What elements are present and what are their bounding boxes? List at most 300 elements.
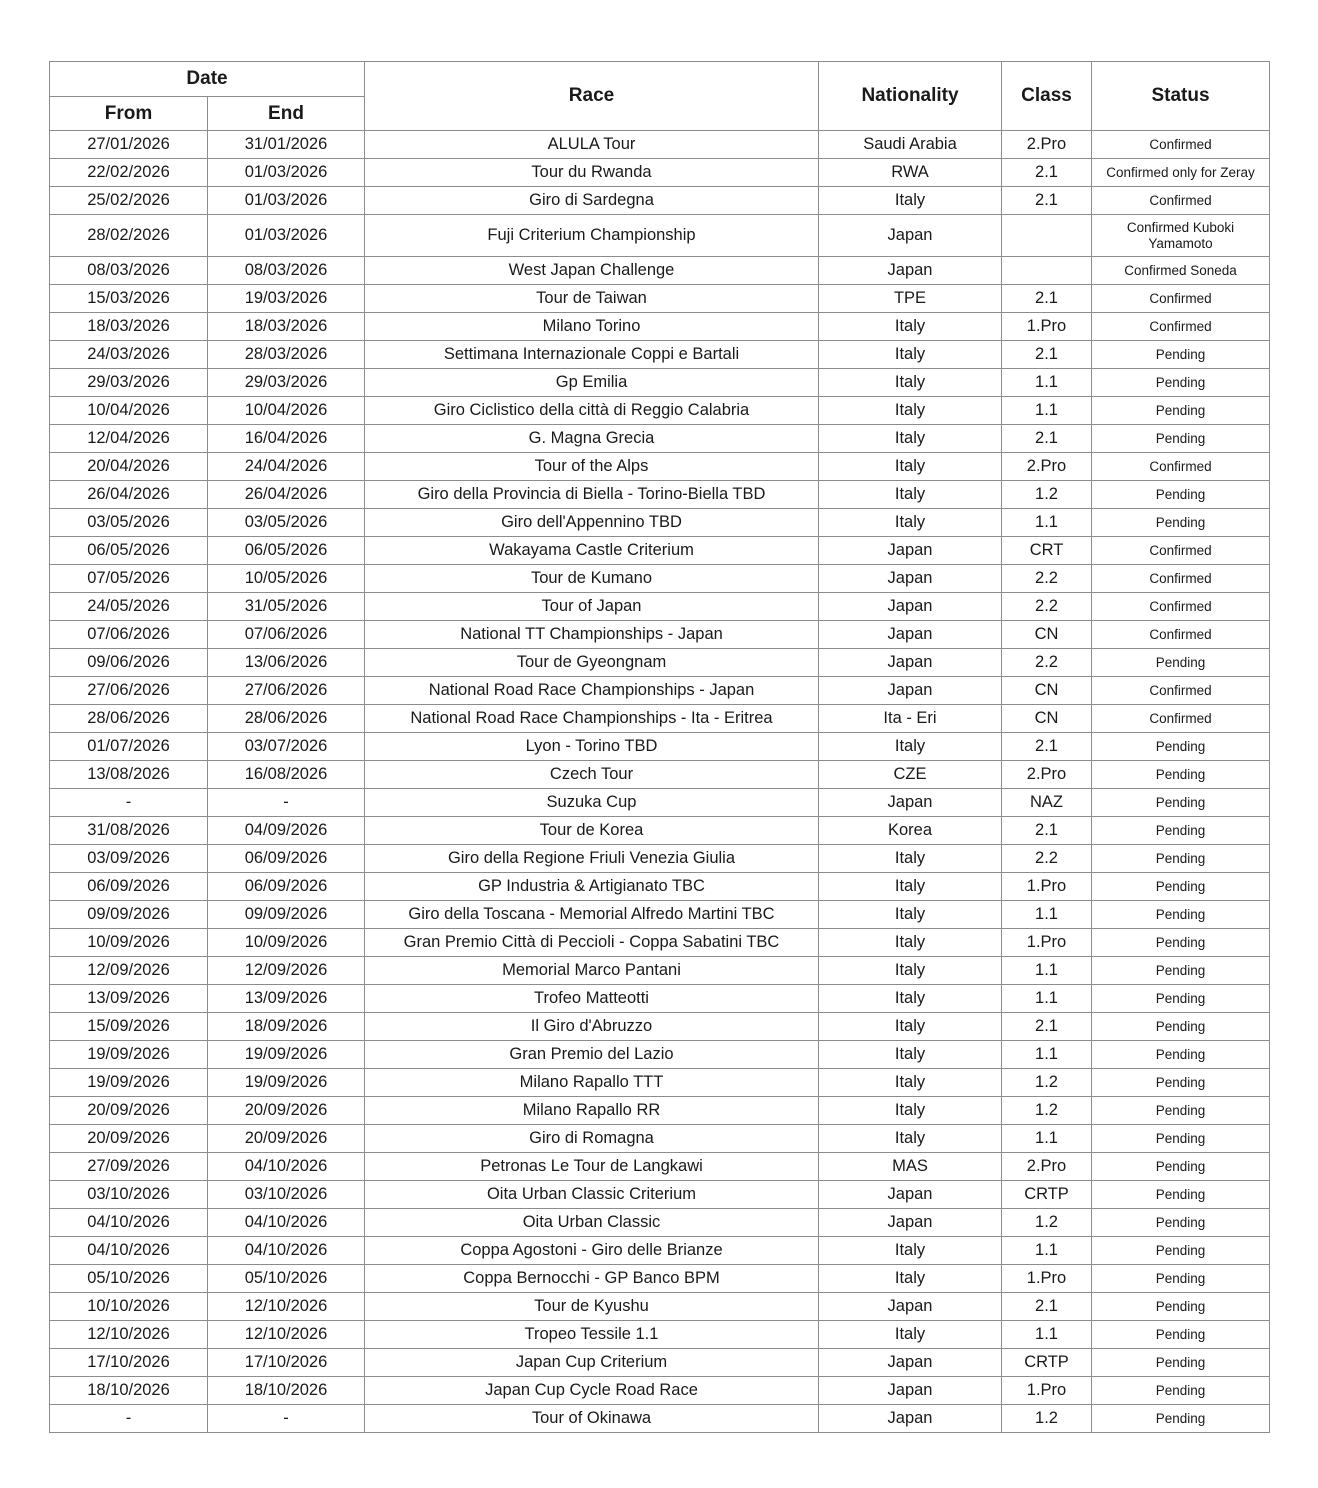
cell-status: Pending xyxy=(1092,509,1270,537)
cell-status: Pending xyxy=(1092,817,1270,845)
cell-from: 04/10/2026 xyxy=(50,1209,208,1237)
table-header xyxy=(50,62,1270,131)
cell-nationality: Italy xyxy=(819,1237,1002,1265)
cell-status: Confirmed xyxy=(1092,593,1270,621)
cell-nationality: Italy xyxy=(819,509,1002,537)
cell-race: Tour of the Alps xyxy=(365,453,819,481)
cell-race: National TT Championships - Japan xyxy=(365,621,819,649)
cell-class: 1.2 xyxy=(1002,1209,1092,1237)
cell-status: Pending xyxy=(1092,845,1270,873)
table-row xyxy=(50,677,1270,705)
cell-class xyxy=(1002,215,1092,257)
cell-nationality: Italy xyxy=(819,397,1002,425)
cell-from: 07/05/2026 xyxy=(50,565,208,593)
cell-from: 29/03/2026 xyxy=(50,369,208,397)
cell-end: 18/09/2026 xyxy=(208,1013,365,1041)
cell-from: 06/09/2026 xyxy=(50,873,208,901)
cell-class: 1.Pro xyxy=(1002,929,1092,957)
cell-from: 25/02/2026 xyxy=(50,187,208,215)
table-row xyxy=(50,1377,1270,1405)
cell-status: Pending xyxy=(1092,761,1270,789)
cell-race: Tour de Taiwan xyxy=(365,285,819,313)
cell-nationality: Japan xyxy=(819,1377,1002,1405)
cell-from: 13/09/2026 xyxy=(50,985,208,1013)
cell-nationality: Japan xyxy=(819,649,1002,677)
cell-status: Pending xyxy=(1092,1377,1270,1405)
cell-class xyxy=(1002,257,1092,285)
cell-race: Il Giro d'Abruzzo xyxy=(365,1013,819,1041)
cell-class: 1.2 xyxy=(1002,481,1092,509)
cell-from: 01/07/2026 xyxy=(50,733,208,761)
cell-status: Pending xyxy=(1092,1265,1270,1293)
cell-class: 1.Pro xyxy=(1002,313,1092,341)
table-row xyxy=(50,1237,1270,1265)
cell-race: Czech Tour xyxy=(365,761,819,789)
cell-from: 26/04/2026 xyxy=(50,481,208,509)
cell-nationality: Italy xyxy=(819,957,1002,985)
cell-race: Milano Torino xyxy=(365,313,819,341)
cell-nationality: Japan xyxy=(819,537,1002,565)
cell-class: 2.1 xyxy=(1002,817,1092,845)
cell-status: Pending xyxy=(1092,1153,1270,1181)
cell-end: 31/01/2026 xyxy=(208,131,365,159)
cell-class: 1.1 xyxy=(1002,1237,1092,1265)
cell-status: Confirmed xyxy=(1092,453,1270,481)
cell-end: 16/04/2026 xyxy=(208,425,365,453)
table-row xyxy=(50,397,1270,425)
cell-end: 27/06/2026 xyxy=(208,677,365,705)
cell-class: CRTP xyxy=(1002,1181,1092,1209)
cell-status: Pending xyxy=(1092,789,1270,817)
cell-status: Pending xyxy=(1092,481,1270,509)
cell-class: 2.2 xyxy=(1002,593,1092,621)
cell-race: Giro dell'Appennino TBD xyxy=(365,509,819,537)
cell-end: 03/10/2026 xyxy=(208,1181,365,1209)
cell-end: 26/04/2026 xyxy=(208,481,365,509)
cell-status: Confirmed xyxy=(1092,565,1270,593)
cell-nationality: Japan xyxy=(819,677,1002,705)
cell-class: CN xyxy=(1002,621,1092,649)
cell-race: ALULA Tour xyxy=(365,131,819,159)
cell-status: Pending xyxy=(1092,1097,1270,1125)
cell-from: 27/01/2026 xyxy=(50,131,208,159)
cell-class: 2.1 xyxy=(1002,285,1092,313)
cell-end: 10/04/2026 xyxy=(208,397,365,425)
cell-from: 04/10/2026 xyxy=(50,1237,208,1265)
cell-end: 01/03/2026 xyxy=(208,159,365,187)
cell-from: 15/09/2026 xyxy=(50,1013,208,1041)
cell-from: 09/06/2026 xyxy=(50,649,208,677)
cell-from: 03/05/2026 xyxy=(50,509,208,537)
cell-race: Japan Cup Criterium xyxy=(365,1349,819,1377)
table-row xyxy=(50,537,1270,565)
table-row xyxy=(50,845,1270,873)
cell-nationality: Japan xyxy=(819,257,1002,285)
cell-race: Coppa Bernocchi - GP Banco BPM xyxy=(365,1265,819,1293)
cell-end: - xyxy=(208,789,365,817)
cell-status: Confirmed xyxy=(1092,677,1270,705)
cell-status: Pending xyxy=(1092,1041,1270,1069)
table-row xyxy=(50,159,1270,187)
header-date: Date xyxy=(50,62,365,97)
cell-nationality: Italy xyxy=(819,341,1002,369)
cell-race: Japan Cup Cycle Road Race xyxy=(365,1377,819,1405)
cell-from: 22/02/2026 xyxy=(50,159,208,187)
cell-nationality: Korea xyxy=(819,817,1002,845)
cell-end: 13/09/2026 xyxy=(208,985,365,1013)
table-row xyxy=(50,1293,1270,1321)
table-row xyxy=(50,313,1270,341)
cell-race: Tour of Japan xyxy=(365,593,819,621)
cell-status: Confirmed only for Zeray xyxy=(1092,159,1270,187)
cell-class: CN xyxy=(1002,677,1092,705)
cell-status: Confirmed Soneda xyxy=(1092,257,1270,285)
table-row xyxy=(50,131,1270,159)
cell-class: 1.1 xyxy=(1002,957,1092,985)
cell-class: 2.Pro xyxy=(1002,761,1092,789)
table-row xyxy=(50,705,1270,733)
cell-end: 03/07/2026 xyxy=(208,733,365,761)
cell-end: 09/09/2026 xyxy=(208,901,365,929)
cell-nationality: Italy xyxy=(819,1097,1002,1125)
table-row xyxy=(50,901,1270,929)
cell-end: 10/09/2026 xyxy=(208,929,365,957)
cell-end: 24/04/2026 xyxy=(208,453,365,481)
cell-class: 1.1 xyxy=(1002,901,1092,929)
cell-class: 1.2 xyxy=(1002,1069,1092,1097)
cell-end: 08/03/2026 xyxy=(208,257,365,285)
cell-class: 2.Pro xyxy=(1002,453,1092,481)
cell-from: 13/08/2026 xyxy=(50,761,208,789)
cell-nationality: Japan xyxy=(819,1405,1002,1433)
cell-class: 1.1 xyxy=(1002,985,1092,1013)
table-row xyxy=(50,1125,1270,1153)
cell-nationality: Italy xyxy=(819,1265,1002,1293)
cell-from: 07/06/2026 xyxy=(50,621,208,649)
header-from: From xyxy=(50,97,208,131)
table-row xyxy=(50,873,1270,901)
table-row xyxy=(50,761,1270,789)
cell-race: Tour of Okinawa xyxy=(365,1405,819,1433)
cell-race: Tour de Kyushu xyxy=(365,1293,819,1321)
cell-class: 1.Pro xyxy=(1002,1265,1092,1293)
cell-end: 20/09/2026 xyxy=(208,1097,365,1125)
cell-end: 12/10/2026 xyxy=(208,1321,365,1349)
cell-race: Giro Ciclistico della città di Reggio Calabria xyxy=(365,397,819,425)
cell-from: 20/09/2026 xyxy=(50,1125,208,1153)
cell-nationality: Italy xyxy=(819,929,1002,957)
cell-status: Pending xyxy=(1092,1321,1270,1349)
cell-class: 1.1 xyxy=(1002,369,1092,397)
cell-nationality: Italy xyxy=(819,425,1002,453)
cell-nationality: Italy xyxy=(819,1125,1002,1153)
cell-nationality: Italy xyxy=(819,873,1002,901)
cell-from: 15/03/2026 xyxy=(50,285,208,313)
cell-from: 10/10/2026 xyxy=(50,1293,208,1321)
cell-nationality: Italy xyxy=(819,187,1002,215)
cell-status: Confirmed xyxy=(1092,313,1270,341)
cell-race: G. Magna Grecia xyxy=(365,425,819,453)
cell-class: CN xyxy=(1002,705,1092,733)
header-class: Class xyxy=(1002,62,1092,131)
cell-end: 18/03/2026 xyxy=(208,313,365,341)
cell-status: Pending xyxy=(1092,649,1270,677)
cell-end: 28/06/2026 xyxy=(208,705,365,733)
cell-from: 24/03/2026 xyxy=(50,341,208,369)
cell-class: 2.1 xyxy=(1002,159,1092,187)
cell-nationality: Ita - Eri xyxy=(819,705,1002,733)
table-row xyxy=(50,257,1270,285)
cell-class: 1.1 xyxy=(1002,1321,1092,1349)
cell-status: Pending xyxy=(1092,1125,1270,1153)
table-row xyxy=(50,1321,1270,1349)
table-row xyxy=(50,1181,1270,1209)
cell-class: 1.1 xyxy=(1002,397,1092,425)
table-row xyxy=(50,621,1270,649)
table-row xyxy=(50,481,1270,509)
cell-end: 12/10/2026 xyxy=(208,1293,365,1321)
cell-race: Wakayama Castle Criterium xyxy=(365,537,819,565)
race-calendar-table xyxy=(49,61,1270,1433)
cell-end: 01/03/2026 xyxy=(208,187,365,215)
cell-nationality: Italy xyxy=(819,1041,1002,1069)
cell-nationality: MAS xyxy=(819,1153,1002,1181)
cell-status: Pending xyxy=(1092,369,1270,397)
table-row xyxy=(50,817,1270,845)
cell-race: Tour du Rwanda xyxy=(365,159,819,187)
cell-race: Settimana Internazionale Coppi e Bartali xyxy=(365,341,819,369)
cell-race: Giro della Regione Friuli Venezia Giulia xyxy=(365,845,819,873)
cell-from: 28/02/2026 xyxy=(50,215,208,257)
cell-from: 17/10/2026 xyxy=(50,1349,208,1377)
table-row xyxy=(50,733,1270,761)
table-row xyxy=(50,1069,1270,1097)
cell-race: Coppa Agostoni - Giro delle Brianze xyxy=(365,1237,819,1265)
cell-status: Pending xyxy=(1092,1293,1270,1321)
cell-class: 2.1 xyxy=(1002,341,1092,369)
cell-from: - xyxy=(50,1405,208,1433)
cell-race: GP Industria & Artigianato TBC xyxy=(365,873,819,901)
cell-from: 27/06/2026 xyxy=(50,677,208,705)
cell-nationality: Italy xyxy=(819,733,1002,761)
cell-from: 18/10/2026 xyxy=(50,1377,208,1405)
cell-from: 20/04/2026 xyxy=(50,453,208,481)
cell-from: 05/10/2026 xyxy=(50,1265,208,1293)
cell-nationality: Japan xyxy=(819,1293,1002,1321)
table-row xyxy=(50,1153,1270,1181)
cell-status: Pending xyxy=(1092,929,1270,957)
cell-class: 2.1 xyxy=(1002,1013,1092,1041)
cell-status: Pending xyxy=(1092,1405,1270,1433)
cell-status: Pending xyxy=(1092,397,1270,425)
cell-status: Confirmed xyxy=(1092,705,1270,733)
cell-from: 19/09/2026 xyxy=(50,1041,208,1069)
cell-status: Confirmed xyxy=(1092,131,1270,159)
cell-class: 2.2 xyxy=(1002,649,1092,677)
cell-from: 09/09/2026 xyxy=(50,901,208,929)
cell-race: Suzuka Cup xyxy=(365,789,819,817)
cell-nationality: Japan xyxy=(819,215,1002,257)
cell-race: Tour de Gyeongnam xyxy=(365,649,819,677)
cell-race: Giro di Sardegna xyxy=(365,187,819,215)
cell-race: Tour de Kumano xyxy=(365,565,819,593)
cell-nationality: Japan xyxy=(819,1209,1002,1237)
cell-end: 01/03/2026 xyxy=(208,215,365,257)
cell-status: Pending xyxy=(1092,733,1270,761)
cell-from: 12/09/2026 xyxy=(50,957,208,985)
cell-end: 20/09/2026 xyxy=(208,1125,365,1153)
cell-nationality: RWA xyxy=(819,159,1002,187)
cell-end: 04/10/2026 xyxy=(208,1153,365,1181)
cell-end: 17/10/2026 xyxy=(208,1349,365,1377)
table-row xyxy=(50,425,1270,453)
cell-race: Gran Premio Città di Peccioli - Coppa Sabatini TBC xyxy=(365,929,819,957)
cell-end: 10/05/2026 xyxy=(208,565,365,593)
cell-race: West Japan Challenge xyxy=(365,257,819,285)
table-row xyxy=(50,453,1270,481)
cell-status: Pending xyxy=(1092,425,1270,453)
cell-race: Tour de Korea xyxy=(365,817,819,845)
cell-end: 03/05/2026 xyxy=(208,509,365,537)
cell-race: Milano Rapallo RR xyxy=(365,1097,819,1125)
cell-from: - xyxy=(50,789,208,817)
cell-race: Oita Urban Classic Criterium xyxy=(365,1181,819,1209)
table-row xyxy=(50,649,1270,677)
table-row xyxy=(50,985,1270,1013)
cell-status: Pending xyxy=(1092,1209,1270,1237)
cell-class: 2.2 xyxy=(1002,565,1092,593)
cell-status: Pending xyxy=(1092,1237,1270,1265)
table-row xyxy=(50,1349,1270,1377)
cell-nationality: Japan xyxy=(819,565,1002,593)
table-row xyxy=(50,593,1270,621)
header-race: Race xyxy=(365,62,819,131)
cell-from: 18/03/2026 xyxy=(50,313,208,341)
cell-end: 04/10/2026 xyxy=(208,1237,365,1265)
cell-race: Petronas Le Tour de Langkawi xyxy=(365,1153,819,1181)
cell-race: National Road Race Championships - Japan xyxy=(365,677,819,705)
cell-status: Pending xyxy=(1092,1069,1270,1097)
cell-from: 08/03/2026 xyxy=(50,257,208,285)
cell-status: Pending xyxy=(1092,985,1270,1013)
cell-class: 2.1 xyxy=(1002,425,1092,453)
cell-nationality: Japan xyxy=(819,621,1002,649)
table-row xyxy=(50,1097,1270,1125)
cell-end: 04/09/2026 xyxy=(208,817,365,845)
race-calendar xyxy=(49,61,1269,1433)
cell-end: 05/10/2026 xyxy=(208,1265,365,1293)
cell-nationality: Italy xyxy=(819,481,1002,509)
cell-race: Fuji Criterium Championship xyxy=(365,215,819,257)
table-row xyxy=(50,215,1270,257)
cell-status: Pending xyxy=(1092,1349,1270,1377)
cell-end: 16/08/2026 xyxy=(208,761,365,789)
cell-end: 19/09/2026 xyxy=(208,1069,365,1097)
cell-class: 2.Pro xyxy=(1002,1153,1092,1181)
cell-end: 19/03/2026 xyxy=(208,285,365,313)
cell-nationality: Italy xyxy=(819,453,1002,481)
table-row xyxy=(50,187,1270,215)
cell-race: Milano Rapallo TTT xyxy=(365,1069,819,1097)
cell-nationality: TPE xyxy=(819,285,1002,313)
cell-race: Tropeo Tessile 1.1 xyxy=(365,1321,819,1349)
header-end: End xyxy=(208,97,365,131)
cell-end: 28/03/2026 xyxy=(208,341,365,369)
cell-nationality: Italy xyxy=(819,1013,1002,1041)
cell-from: 31/08/2026 xyxy=(50,817,208,845)
cell-status: Pending xyxy=(1092,873,1270,901)
table-row xyxy=(50,341,1270,369)
cell-race: Trofeo Matteotti xyxy=(365,985,819,1013)
header-nationality: Nationality xyxy=(819,62,1002,131)
cell-class: 2.Pro xyxy=(1002,131,1092,159)
cell-from: 03/10/2026 xyxy=(50,1181,208,1209)
cell-status: Confirmed xyxy=(1092,285,1270,313)
table-row xyxy=(50,565,1270,593)
table-row xyxy=(50,929,1270,957)
cell-class: CRT xyxy=(1002,537,1092,565)
cell-from: 19/09/2026 xyxy=(50,1069,208,1097)
cell-nationality: Italy xyxy=(819,313,1002,341)
table-row xyxy=(50,1013,1270,1041)
cell-from: 20/09/2026 xyxy=(50,1097,208,1125)
cell-end: 13/06/2026 xyxy=(208,649,365,677)
cell-end: 19/09/2026 xyxy=(208,1041,365,1069)
cell-status: Confirmed xyxy=(1092,537,1270,565)
cell-from: 10/09/2026 xyxy=(50,929,208,957)
table-body xyxy=(50,131,1270,1433)
cell-nationality: Italy xyxy=(819,369,1002,397)
cell-class: NAZ xyxy=(1002,789,1092,817)
cell-status: Pending xyxy=(1092,1013,1270,1041)
cell-from: 28/06/2026 xyxy=(50,705,208,733)
table-row xyxy=(50,285,1270,313)
cell-nationality: Italy xyxy=(819,1069,1002,1097)
cell-status: Pending xyxy=(1092,1181,1270,1209)
cell-nationality: Japan xyxy=(819,789,1002,817)
cell-nationality: Japan xyxy=(819,1181,1002,1209)
cell-status: Pending xyxy=(1092,341,1270,369)
cell-class: 2.1 xyxy=(1002,187,1092,215)
cell-end: 07/06/2026 xyxy=(208,621,365,649)
table-row xyxy=(50,509,1270,537)
cell-race: Giro della Provincia di Biella - Torino-Biella TBD xyxy=(365,481,819,509)
cell-race: Oita Urban Classic xyxy=(365,1209,819,1237)
cell-class: 2.1 xyxy=(1002,733,1092,761)
table-row xyxy=(50,1405,1270,1433)
cell-class: 1.1 xyxy=(1002,1125,1092,1153)
cell-nationality: Italy xyxy=(819,845,1002,873)
cell-from: 06/05/2026 xyxy=(50,537,208,565)
cell-status: Pending xyxy=(1092,957,1270,985)
table-row xyxy=(50,369,1270,397)
cell-status: Confirmed xyxy=(1092,187,1270,215)
cell-race: Giro di Romagna xyxy=(365,1125,819,1153)
cell-class: 1.Pro xyxy=(1002,873,1092,901)
cell-class: 1.1 xyxy=(1002,1041,1092,1069)
cell-race: Lyon - Torino TBD xyxy=(365,733,819,761)
cell-race: Gp Emilia xyxy=(365,369,819,397)
cell-end: - xyxy=(208,1405,365,1433)
cell-end: 12/09/2026 xyxy=(208,957,365,985)
cell-nationality: Japan xyxy=(819,593,1002,621)
cell-class: 1.Pro xyxy=(1002,1377,1092,1405)
header-status: Status xyxy=(1092,62,1270,131)
cell-class: 1.2 xyxy=(1002,1097,1092,1125)
table-row xyxy=(50,957,1270,985)
table-row xyxy=(50,1265,1270,1293)
cell-end: 04/10/2026 xyxy=(208,1209,365,1237)
